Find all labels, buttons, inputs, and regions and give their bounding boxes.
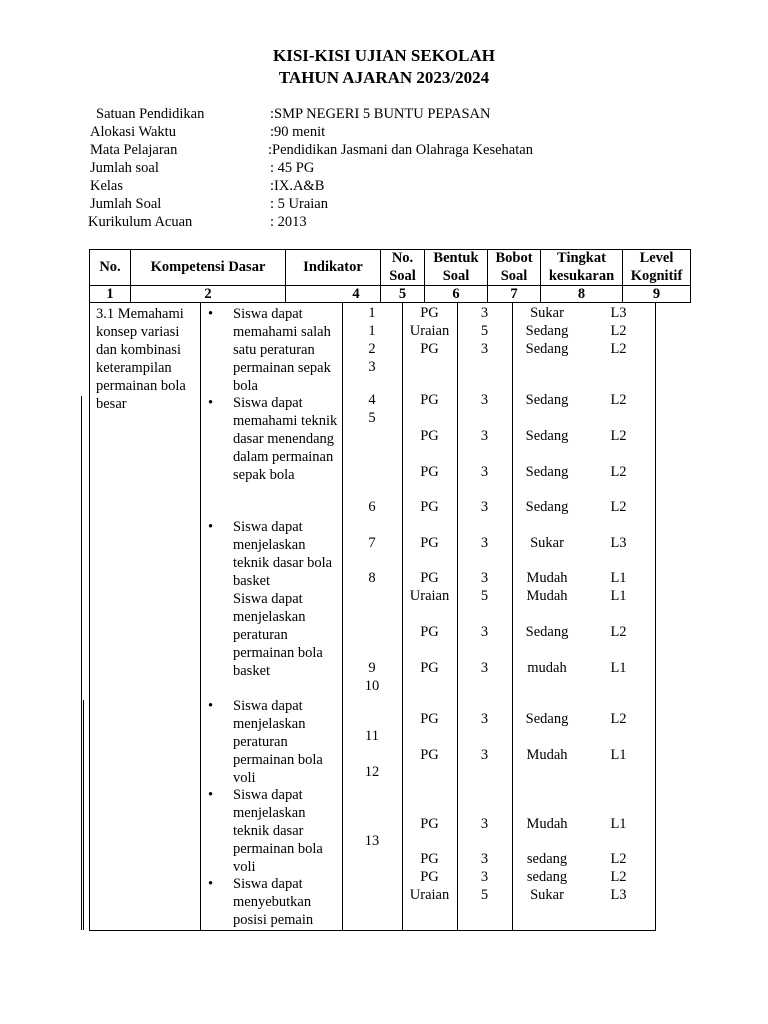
tingkat-kesukaran-cell: Sedang	[525, 392, 569, 408]
header-bentuk-1: Bentuk	[433, 250, 479, 266]
tingkat-kesukaran-cell: Mudah	[526, 747, 568, 763]
bullet-icon: •	[208, 519, 214, 535]
bentuk-soal-cell: Uraian	[409, 323, 450, 339]
level-kognitif-cell: L1	[610, 570, 627, 586]
kompetensi-dasar-cell: 3.1 Memahami konsep variasi dan kombinasi keterampilan permainan bola besar	[96, 306, 186, 412]
bentuk-soal-cell: PG	[420, 464, 439, 480]
tingkat-kesukaran-cell: mudah	[527, 660, 567, 676]
tingkat-kesukaran-cell: Sukar	[530, 887, 564, 903]
bobot-soal-cell: 3	[480, 464, 489, 480]
bobot-soal-cell: 3	[480, 660, 489, 676]
no-soal-cell: 7	[368, 535, 376, 551]
col-number: 5	[398, 286, 407, 302]
bullet-icon: •	[208, 787, 214, 803]
bentuk-soal-cell: PG	[420, 570, 439, 586]
level-kognitif-cell: L2	[610, 869, 627, 885]
no-soal-cell: 3	[368, 359, 376, 375]
header-no: No.	[99, 259, 121, 275]
no-soal-cell: 6	[368, 499, 376, 515]
tingkat-kesukaran-cell: Sukar	[530, 305, 564, 321]
header-no-soal-1: No.	[391, 250, 414, 266]
level-kognitif-cell: L1	[610, 660, 627, 676]
no-soal-cell: 12	[364, 764, 380, 780]
bobot-soal-cell: 3	[480, 711, 489, 727]
tingkat-kesukaran-cell: sedang	[526, 869, 568, 885]
level-kognitif-cell: L2	[610, 428, 627, 444]
bentuk-soal-cell: PG	[420, 428, 439, 444]
bentuk-soal-cell: PG	[420, 535, 439, 551]
level-kognitif-cell: L3	[610, 305, 627, 321]
level-kognitif-cell: L2	[610, 392, 627, 408]
info-value-kurikulum: : 2013	[270, 214, 307, 230]
bentuk-soal-cell: PG	[420, 747, 439, 763]
bobot-soal-cell: 5	[480, 887, 489, 903]
level-kognitif-cell: L1	[610, 816, 627, 832]
bobot-soal-cell: 5	[480, 323, 489, 339]
no-soal-cell: 5	[368, 410, 376, 426]
no-soal-cell: 11	[365, 728, 379, 744]
bentuk-soal-cell: PG	[420, 499, 439, 515]
tingkat-kesukaran-cell: Mudah	[526, 570, 568, 586]
col-number: 1	[106, 286, 114, 302]
tingkat-kesukaran-cell: sedang	[526, 851, 568, 867]
no-soal-cell: 10	[364, 678, 380, 694]
bentuk-soal-cell: PG	[420, 624, 439, 640]
bentuk-soal-cell: Uraian	[409, 887, 450, 903]
tingkat-kesukaran-cell: Sedang	[525, 624, 569, 640]
level-kognitif-cell: L2	[610, 851, 627, 867]
info-value-jumlah-soal-uraian: : 5 Uraian	[270, 196, 328, 212]
no-soal-cell: 9	[368, 660, 376, 676]
bobot-soal-cell: 3	[480, 624, 489, 640]
header-tingkat-1: Tingkat	[557, 250, 606, 266]
bullet-icon: •	[208, 306, 214, 322]
no-soal-cell: 4	[368, 392, 376, 408]
tingkat-kesukaran-cell: Mudah	[526, 588, 568, 604]
level-kognitif-cell: L1	[610, 588, 627, 604]
bentuk-soal-cell: PG	[420, 341, 439, 357]
bobot-soal-cell: 3	[480, 341, 489, 357]
bobot-soal-cell: 3	[480, 816, 489, 832]
tingkat-kesukaran-cell: Mudah	[526, 816, 568, 832]
info-label-jumlah-soal-pg: Jumlah soal	[90, 160, 159, 176]
bullet-icon: •	[208, 698, 214, 714]
tingkat-kesukaran-cell: Sedang	[525, 428, 569, 444]
bobot-soal-cell: 3	[480, 747, 489, 763]
bobot-soal-cell: 3	[480, 535, 489, 551]
no-soal-cell: 1	[368, 305, 376, 321]
header-no-soal-2: Soal	[389, 268, 416, 284]
bobot-soal-cell: 3	[480, 499, 489, 515]
header-bobot-2: Soal	[500, 268, 528, 284]
table-border-right-body	[655, 302, 656, 931]
col-number: 2	[204, 286, 212, 302]
bobot-soal-cell: 3	[480, 305, 489, 321]
bentuk-soal-cell: PG	[420, 869, 439, 885]
bentuk-soal-cell: PG	[420, 711, 439, 727]
info-label-alokasi: Alokasi Waktu	[90, 124, 176, 140]
info-value-satuan: :SMP NEGERI 5 BUNTU PEPASAN	[270, 106, 491, 122]
no-soal-cell: 8	[368, 570, 376, 586]
tingkat-kesukaran-cell: Sedang	[525, 464, 569, 480]
indikator-text: Siswa dapat menjelaskan peraturan permainan bola voli	[233, 698, 323, 786]
bobot-soal-cell: 3	[480, 392, 489, 408]
bobot-soal-cell: 3	[480, 570, 489, 586]
tingkat-kesukaran-cell: Sukar	[530, 535, 564, 551]
info-label-kurikulum: Kurikulum Acuan	[88, 214, 193, 230]
no-soal-cell: 2	[368, 341, 376, 357]
bentuk-soal-cell: PG	[420, 816, 439, 832]
indikator-text: Siswa dapat menjelaskan teknik dasar bola basket	[233, 519, 333, 589]
table-border-left	[89, 249, 90, 931]
info-label-kelas: Kelas	[90, 178, 124, 194]
col-divider	[200, 302, 201, 931]
indikator-text: Siswa dapat menyebutkan posisi pemain	[233, 876, 314, 928]
bobot-soal-cell: 3	[480, 851, 489, 867]
col-number: 4	[352, 286, 360, 302]
bentuk-soal-cell: PG	[420, 851, 439, 867]
bentuk-soal-cell: PG	[420, 392, 439, 408]
col-number: 7	[510, 286, 518, 302]
bentuk-soal-cell: PG	[420, 660, 439, 676]
bentuk-soal-cell: Uraian	[409, 588, 450, 604]
tingkat-kesukaran-cell: Sedang	[525, 323, 569, 339]
info-label-mapel: Mata Pelajaran	[90, 142, 178, 158]
bentuk-soal-cell: PG	[420, 305, 439, 321]
level-kognitif-cell: L2	[610, 323, 627, 339]
level-kognitif-cell: L3	[610, 887, 627, 903]
header-kompetensi-dasar: Kompetensi Dasar	[150, 259, 266, 275]
info-label-satuan: Satuan Pendidikan	[96, 106, 205, 122]
bobot-soal-cell: 3	[480, 428, 489, 444]
indikator-text: Siswa dapat memahami salah satu peraturan permainan sepak bola	[233, 306, 331, 394]
header-bentuk-2: Soal	[442, 268, 470, 284]
col-number: 8	[577, 286, 586, 302]
info-value-jumlah-soal-pg: : 45 PG	[270, 160, 315, 176]
bobot-soal-cell: 5	[480, 588, 489, 604]
info-value-alokasi: :90 menit	[270, 124, 326, 140]
header-level-2: Kognitif	[630, 268, 683, 284]
header-indikator: Indikator	[303, 259, 363, 275]
level-kognitif-cell: L2	[610, 464, 627, 480]
margin-line	[81, 396, 82, 930]
bobot-soal-cell: 3	[480, 869, 489, 885]
col-number: 6	[452, 286, 460, 302]
level-kognitif-cell: L2	[610, 711, 627, 727]
tingkat-kesukaran-cell: Sedang	[525, 341, 569, 357]
level-kognitif-cell: L2	[610, 499, 627, 515]
no-soal-cell: 13	[364, 833, 380, 849]
info-label-jumlah-soal-uraian: Jumlah Soal	[90, 196, 162, 212]
no-soal-cell: 1	[368, 323, 376, 339]
level-kognitif-cell: L2	[610, 341, 627, 357]
margin-line	[83, 700, 84, 930]
header-bobot-1: Bobot	[495, 250, 533, 266]
col-number: 9	[652, 286, 661, 302]
level-kognitif-cell: L1	[610, 747, 627, 763]
tingkat-kesukaran-cell: Sedang	[525, 711, 569, 727]
bullet-icon: •	[208, 395, 214, 411]
indikator-text: Siswa dapat menjelaskan teknik dasar permainan bola voli	[233, 787, 323, 875]
indikator-text: Siswa dapat menjelaskan peraturan permainan bola basket	[233, 591, 323, 679]
page-title: KISI-KISI UJIAN SEKOLAH	[272, 46, 495, 65]
bullet-icon: •	[208, 876, 214, 892]
info-value-mapel: :Pendidikan Jasmani dan Olahraga Kesehatan	[268, 142, 533, 158]
header-level-1: Level	[639, 250, 674, 266]
table-border-bottom	[89, 930, 656, 931]
tingkat-kesukaran-cell: Sedang	[525, 499, 569, 515]
header-tingkat-2: kesukaran	[548, 268, 615, 284]
indikator-text: Siswa dapat memahami teknik dasar menendang dalam permainan sepak bola	[233, 395, 338, 483]
page-subtitle: TAHUN AJARAN 2023/2024	[278, 68, 490, 87]
level-kognitif-cell: L2	[610, 624, 627, 640]
info-value-kelas: :IX.A&B	[270, 178, 325, 194]
level-kognitif-cell: L3	[610, 535, 627, 551]
